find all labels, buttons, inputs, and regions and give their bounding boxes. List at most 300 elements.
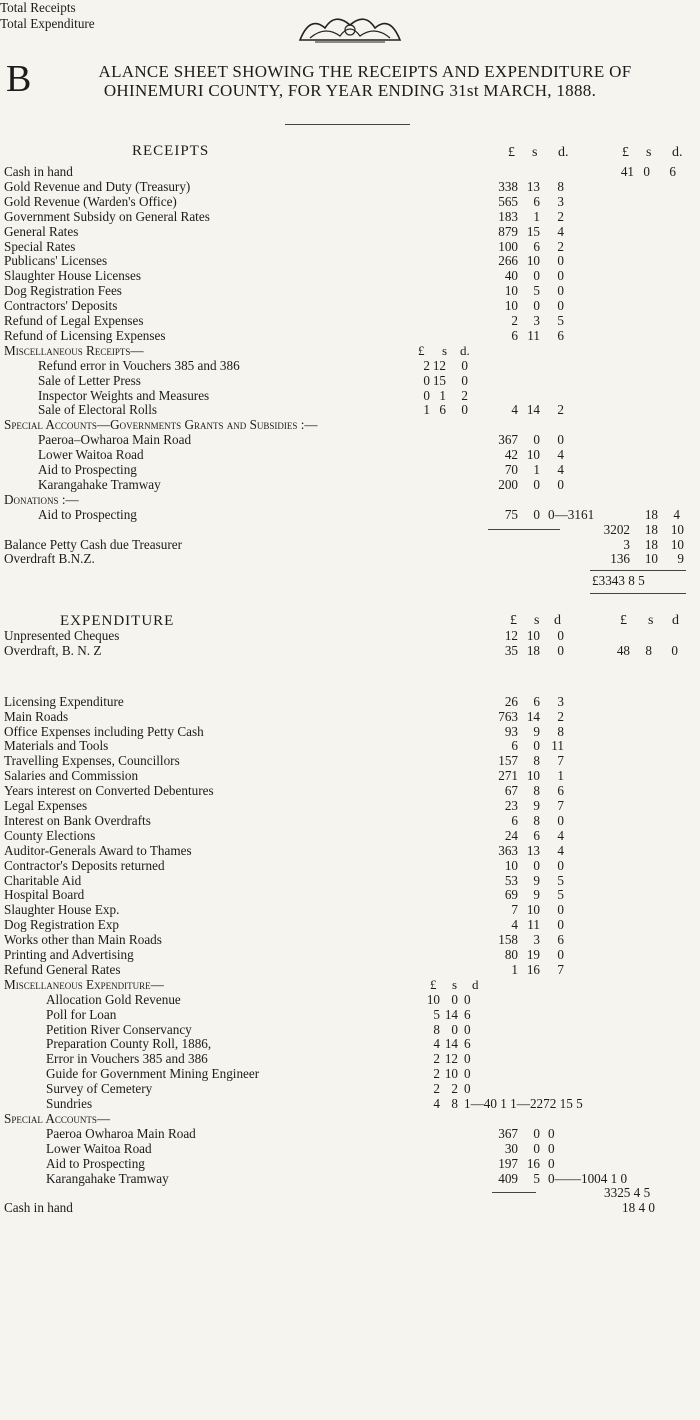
amount: 7 (557, 961, 564, 977)
row-label: Karangahake Tramway (46, 1170, 169, 1186)
special-expenditure-row (0, 1126, 700, 1141)
amount: 0 (671, 642, 678, 658)
amount: 3202 (603, 521, 630, 537)
row-label: Karangahake Tramway (38, 476, 161, 492)
row-label: Petition River Conservancy (46, 1021, 192, 1037)
misc-expenditure-row (0, 1081, 700, 1096)
amount: 0——1004 1 0 (548, 1170, 628, 1186)
amount: 6 (511, 327, 518, 343)
amount: 4 (511, 917, 518, 933)
expenditure-row (0, 709, 700, 724)
amount: 9 (533, 798, 540, 813)
amount: 1 (533, 208, 540, 224)
row-label: Dog Registration Exp (4, 917, 120, 933)
amount: 16 (526, 961, 540, 977)
amount: 4 (511, 402, 518, 418)
row-label: Donations :— (4, 491, 79, 507)
receipts-heading: RECEIPTS (132, 143, 210, 159)
amount: 0 (533, 298, 540, 314)
amount: 0 (533, 857, 540, 873)
row-label: Overdraft B.N.Z. (4, 551, 95, 567)
row-label: Gold Revenue (Warden's Office) (4, 193, 177, 209)
rule-grand-total-top (590, 570, 686, 571)
amount: 409 (498, 1170, 518, 1186)
amount: 6 (511, 812, 518, 828)
row-label: Lower Waitoa Road (38, 447, 144, 463)
amount: 30 (504, 1140, 518, 1156)
amount: 0 (423, 372, 430, 388)
special-expenditure-row (0, 1156, 700, 1171)
sub-column-header: d. (460, 342, 470, 358)
row-label: Slaughter House Exp. (4, 902, 120, 918)
misc-expenditure-row (0, 1096, 700, 1111)
row-label: Miscellaneous Receipts— (4, 342, 144, 358)
amount: 10 (504, 857, 518, 873)
amount: 15 (526, 223, 540, 239)
grand-total-row (0, 573, 700, 588)
amount: 0 (557, 917, 564, 933)
expenditure-cash-row (0, 1200, 700, 1215)
column-header: d (672, 613, 679, 628)
special-receipt-row (0, 432, 700, 447)
amount: 7 (557, 753, 564, 769)
amount: 0 (533, 1125, 540, 1141)
amount: 1 (423, 402, 430, 418)
amount: 2 (557, 402, 564, 418)
row-label: Materials and Tools (4, 738, 109, 754)
amount: 0 (533, 1140, 540, 1156)
amount: 2 (451, 1081, 458, 1097)
row-label: Special Accounts—Governments Grants and Subsidies :— (4, 417, 318, 433)
amount: 23 (504, 798, 518, 813)
amount: 0 (464, 1021, 471, 1037)
title-line-1: ALANCE SHEET SHOWING THE RECEIPTS AND EXPENDITURE OF (98, 62, 632, 81)
amount: 8 (557, 178, 564, 194)
amount: 0 (643, 164, 650, 179)
amount: 0 (557, 947, 564, 962)
column-header: £ (508, 145, 515, 160)
row-label: Refund of Licensing Expenses (4, 327, 166, 343)
row-label: Aid to Prospecting (38, 462, 137, 477)
row-label: County Elections (4, 827, 96, 843)
special-expenditure-row (0, 1141, 700, 1156)
amount: 4 (557, 462, 564, 477)
special-expenditure-row (0, 1171, 700, 1186)
expenditure-row (0, 887, 700, 902)
amount: 0 (423, 387, 430, 403)
amount: 6 (533, 693, 540, 709)
misc-expenditure-row (0, 992, 700, 1007)
amount: 10 (526, 253, 540, 269)
amount: 136 (610, 551, 630, 567)
amount: 5 (533, 283, 540, 299)
expenditure-row (0, 828, 700, 843)
row-label: Gold Revenue and Duty (Treasury) (4, 178, 191, 194)
row-label: Office Expenses including Petty Cash (4, 723, 204, 739)
row-label: Contractors' Deposits (4, 298, 118, 314)
special-receipt-row (0, 447, 700, 462)
amount: 565 (498, 193, 518, 209)
row-label: Miscellaneous Expenditure— (4, 976, 164, 992)
expenditure-top-row (0, 643, 700, 658)
misc-expenditure-heading (0, 977, 700, 992)
amount: 0 (557, 902, 564, 918)
row-label: Aid to Prospecting (38, 506, 137, 522)
amount: 9 (533, 872, 540, 888)
row-label: Allocation Gold Revenue (46, 991, 181, 1007)
misc-expenditure-row (0, 1022, 700, 1037)
amount: 12 (444, 1051, 458, 1067)
amount: 10 (670, 521, 684, 537)
row-label: Refund General Rates (4, 961, 121, 977)
amount: 0 (464, 1081, 471, 1097)
amount: 0 (464, 1066, 471, 1082)
row-label: Contractor's Deposits returned (4, 857, 165, 873)
expenditure-heading: EXPENDITURE (60, 613, 175, 629)
amount: 10 (526, 902, 540, 918)
amount: 6 (669, 164, 676, 179)
amount: 4 (557, 447, 564, 463)
amount: 4 (673, 506, 680, 522)
cash-in-hand-row (0, 164, 700, 179)
amount: 2 (433, 1081, 440, 1097)
amount: 8 (557, 723, 564, 739)
title-drop-cap: B (6, 58, 32, 100)
amount: 6 (464, 1036, 471, 1052)
row-label: Survey of Cemetery (46, 1081, 153, 1097)
petty-cash-row (0, 537, 700, 552)
expenditure-row (0, 724, 700, 739)
sub-column-header: £ (430, 976, 437, 992)
row-label: Paeroa–Owharoa Main Road (38, 432, 192, 448)
special-receipt-row (0, 477, 700, 492)
row-label: Inspector Weights and Measures (38, 387, 210, 403)
row-label: Balance Petty Cash due Treasurer (4, 536, 182, 552)
expenditure-row (0, 873, 700, 888)
amount: 1 (511, 961, 518, 977)
special-expenditure-heading (0, 1111, 700, 1126)
amount: 8 (533, 753, 540, 769)
amount: 1—40 1 1—2272 15 5 (464, 1096, 583, 1111)
amount: 2 (433, 1066, 440, 1082)
amount: 6 (464, 1006, 471, 1022)
amount: 3 (557, 193, 564, 209)
amount: 40 (504, 268, 518, 284)
amount: 4 (557, 842, 564, 858)
amount: 14 (444, 1006, 458, 1022)
amount: 9 (677, 551, 684, 567)
amount: 5 (557, 313, 564, 328)
row-label: Hospital Board (4, 887, 85, 903)
page-title (0, 58, 700, 100)
amount: 69 (504, 887, 518, 903)
amount: 6 (511, 738, 518, 754)
amount: 0 (557, 283, 564, 299)
amount: 18 (644, 506, 658, 522)
row-label: Poll for Loan (46, 1006, 117, 1022)
expenditure-row (0, 694, 700, 709)
amount: 10 (526, 447, 540, 463)
amount: 48 (616, 642, 630, 658)
amount: 13 (526, 842, 540, 858)
column-header: d (554, 613, 561, 628)
amount: 0 (557, 476, 564, 492)
sub-column-header: s (452, 976, 458, 992)
amount: 0 (548, 1155, 555, 1171)
amount: 0 (557, 298, 564, 314)
row-label: Travelling Expenses, Councillors (4, 753, 180, 769)
amount: 75 (504, 506, 518, 522)
amount: 14 (526, 402, 540, 418)
amount: 367 (498, 1125, 518, 1141)
amount: 5 (557, 872, 564, 888)
sub-column-header: £ (418, 342, 425, 358)
row-label: Printing and Advertising (4, 947, 134, 962)
amount: 0—3161 (548, 506, 595, 522)
amount: 10 (526, 627, 540, 643)
sub-column-header: d (472, 976, 479, 992)
amount: 8 (433, 1021, 440, 1037)
amount: 3325 4 5 (604, 1185, 651, 1201)
amount: 15 (432, 372, 446, 388)
row-label: Years interest on Converted Debentures (4, 783, 214, 799)
misc-expenditure-row (0, 1051, 700, 1066)
row-label: Dog Registration Fees (4, 283, 122, 299)
amount: 157 (498, 753, 518, 769)
amount: 0 (451, 991, 458, 1007)
receipt-row (0, 283, 700, 298)
expenditure-row (0, 768, 700, 783)
amount: 0 (533, 268, 540, 284)
expenditure-row (0, 843, 700, 858)
rule-grand-total-bottom (590, 593, 686, 594)
expenditure-row (0, 902, 700, 917)
column-header: s (534, 613, 540, 628)
amount: 183 (498, 208, 518, 224)
receipt-row (0, 239, 700, 254)
amount: 2 (423, 357, 430, 373)
amount: 0 (557, 253, 564, 269)
receipt-row (0, 328, 700, 343)
row-label: Special Accounts— (4, 1110, 111, 1126)
amount: 12 (432, 357, 446, 373)
receipt-row (0, 313, 700, 328)
amount: 10 (526, 768, 540, 784)
amount: 338 (498, 178, 518, 194)
amount: 1 (557, 768, 564, 784)
row-label: Licensing Expenditure (4, 693, 124, 709)
misc-receipt-row (0, 402, 700, 417)
receipt-row (0, 224, 700, 239)
amount: 0 (461, 357, 468, 373)
amount: 9 (533, 723, 540, 739)
column-header: d. (672, 145, 683, 160)
amount: 0 (557, 812, 564, 828)
amount: 18 4 0 (622, 1200, 655, 1216)
receipt-row (0, 298, 700, 313)
amount: 0 (548, 1125, 555, 1141)
row-label: Sundries (46, 1096, 93, 1111)
amount: 7 (511, 902, 518, 918)
amount: 6 (557, 327, 564, 343)
row-label: Cash in hand (4, 164, 73, 179)
expenditure-row (0, 917, 700, 932)
amount: 11 (551, 738, 564, 754)
amount: 3 (533, 932, 540, 948)
amount: 0 (461, 372, 468, 388)
amount: 42 (504, 447, 518, 463)
amount: 10 (670, 536, 684, 552)
amount: 8 (451, 1096, 458, 1111)
amount: 13 (526, 178, 540, 194)
column-header: £ (622, 145, 629, 160)
amount: 0 (557, 857, 564, 873)
title-divider (285, 124, 410, 125)
row-label: Legal Expenses (4, 798, 88, 813)
expenditure-row (0, 783, 700, 798)
amount: 1 (439, 387, 446, 403)
amount: 6 (439, 402, 446, 418)
amount: 0 (464, 1051, 471, 1067)
row-label: Works other than Main Roads (4, 932, 162, 948)
donations-heading (0, 492, 700, 507)
amount: 7 (557, 798, 564, 813)
expenditure-top-row (0, 628, 700, 643)
amount: 2 (557, 238, 564, 254)
amount: 16 (526, 1155, 540, 1171)
amount: 11 (527, 327, 540, 343)
misc-expenditure-row (0, 1007, 700, 1022)
column-header: s (646, 145, 652, 160)
amount: 14 (444, 1036, 458, 1052)
misc-receipts-heading (0, 343, 700, 358)
misc-receipt-row (0, 388, 700, 403)
amount: 6 (557, 932, 564, 948)
amount: 10 (504, 283, 518, 299)
amount: 5 (557, 887, 564, 903)
ornament-logo (295, 10, 405, 48)
amount: 0 (533, 506, 540, 522)
total-expenditure-row (0, 1185, 700, 1200)
row-label: Refund error in Vouchers 385 and 386 (38, 357, 240, 373)
total-receipts-label: Total Receipts (0, 0, 76, 15)
row-label: Paeroa Owharoa Main Road (46, 1125, 196, 1141)
amount: 8 (533, 783, 540, 799)
amount: 0 (533, 432, 540, 448)
expenditure-row (0, 932, 700, 947)
column-header: d. (558, 145, 569, 160)
amount: 6 (533, 238, 540, 254)
amount: 0 (557, 268, 564, 284)
overdraft-row (0, 551, 700, 566)
title-line-2: OHINEMURI COUNTY, FOR YEAR ENDING 31st MARCH, 1888. (103, 81, 597, 100)
row-label: Slaughter House Licenses (4, 268, 141, 284)
amount: 0 (464, 991, 471, 1007)
amount: 10 (644, 551, 658, 567)
row-label: Charitable Aid (4, 872, 82, 888)
amount: 10 (504, 298, 518, 314)
row-label: Refund of Legal Expenses (4, 313, 144, 328)
amount: 24 (504, 827, 518, 843)
row-label: Government Subsidy on General Rates (4, 208, 210, 224)
row-label: Sale of Letter Press (38, 372, 141, 388)
amount: 93 (504, 723, 518, 739)
amount: 2 (557, 208, 564, 224)
special-receipts-heading (0, 417, 700, 432)
misc-expenditure-row (0, 1066, 700, 1081)
amount: 1 (533, 462, 540, 477)
misc-receipt-row (0, 358, 700, 373)
amount: 5 (533, 1170, 540, 1186)
special-receipt-row (0, 462, 700, 477)
receipt-row (0, 268, 700, 283)
column-header: £ (510, 613, 517, 628)
amount: 0 (533, 476, 540, 492)
amount: 26 (504, 693, 518, 709)
expenditure-row (0, 962, 700, 977)
amount: 3 (557, 693, 564, 709)
row-label: Preparation County Roll, 1886, (46, 1036, 212, 1052)
receipt-row (0, 179, 700, 194)
receipt-row (0, 209, 700, 224)
amount: 8 (645, 642, 652, 658)
amount: 67 (504, 783, 518, 799)
amount: 0 (533, 738, 540, 754)
amount: 3 (533, 313, 540, 328)
row-label: General Rates (4, 223, 79, 239)
misc-receipt-row (0, 373, 700, 388)
amount: 8 (533, 812, 540, 828)
expenditure-row (0, 738, 700, 753)
amount: 11 (527, 917, 540, 933)
amount: 12 (504, 627, 518, 643)
amount: 10 (426, 991, 440, 1007)
amount: 4 (557, 827, 564, 843)
row-label: Special Rates (4, 238, 76, 254)
amount: 70 (504, 462, 518, 477)
amount: 0 (557, 642, 564, 658)
amount: 158 (498, 932, 518, 948)
column-header: s (532, 145, 538, 160)
amount: 4 (557, 223, 564, 239)
amount: 35 (504, 642, 518, 658)
donation-row (0, 507, 700, 522)
row-label: Salaries and Commission (4, 768, 139, 784)
misc-expenditure-row (0, 1036, 700, 1051)
amount: 879 (498, 223, 518, 239)
amount: 2 (511, 313, 518, 328)
row-label: Sale of Electoral Rolls (38, 402, 158, 418)
amount: 3 (623, 536, 630, 552)
row-label: Unpresented Cheques (4, 627, 120, 643)
amount: 4 (433, 1096, 440, 1111)
amount: 0 (451, 1021, 458, 1037)
amount: 80 (504, 947, 518, 962)
amount: 2 (461, 387, 468, 403)
expenditure-row (0, 813, 700, 828)
amount: 14 (526, 708, 540, 724)
receipt-row (0, 194, 700, 209)
amount: 53 (504, 872, 518, 888)
row-label: Main Roads (4, 708, 69, 724)
amount: 19 (526, 947, 540, 962)
amount: 10 (444, 1066, 458, 1082)
amount: 4 (433, 1036, 440, 1052)
amount: 2 (557, 708, 564, 724)
amount: 18 (526, 642, 540, 658)
column-header: £ (620, 613, 627, 628)
expenditure-row (0, 947, 700, 962)
